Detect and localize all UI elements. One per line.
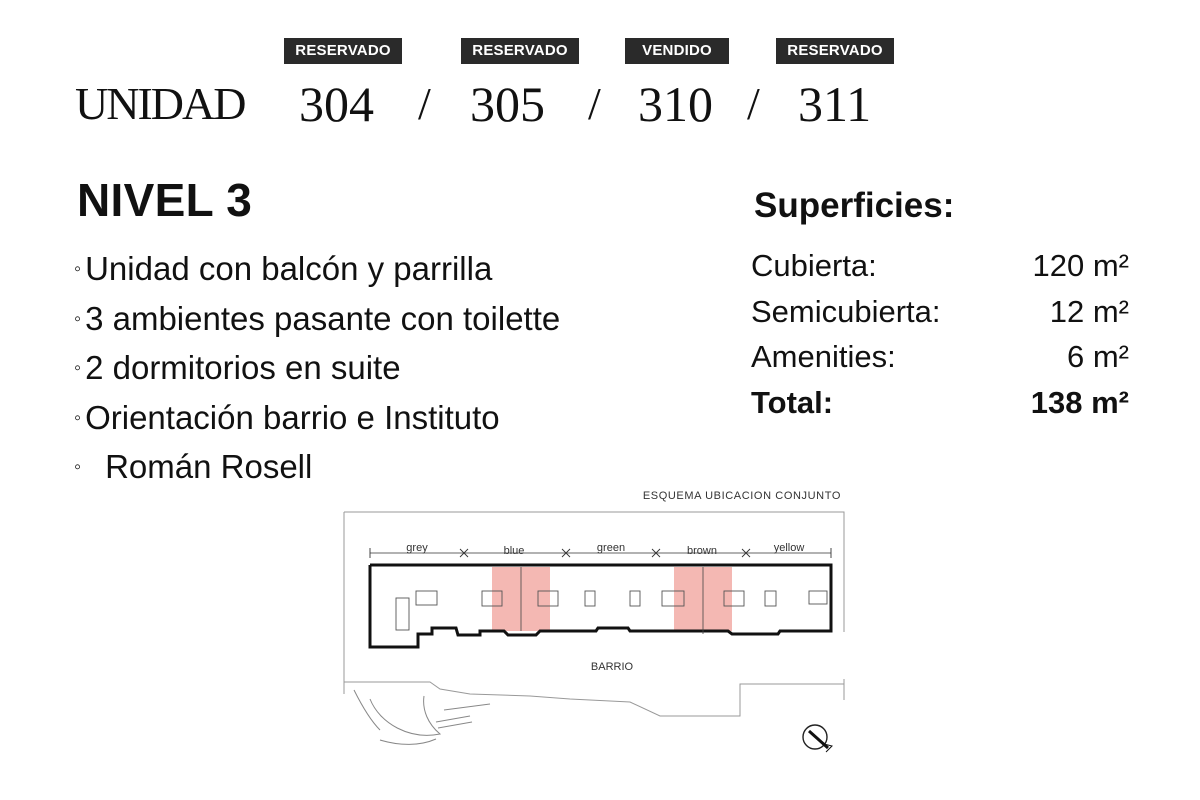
feature-item: ◦ Román Rosell xyxy=(74,448,313,485)
section-label-green: green xyxy=(596,542,626,554)
surface-label: Amenities: xyxy=(751,339,896,374)
feature-item: ◦ Orientación barrio e Instituto xyxy=(74,398,500,436)
plan-title: ESQUEMA UBICACION CONJUNTO xyxy=(642,490,841,502)
section-label-yellow: yellow xyxy=(773,542,805,554)
surface-row-total xyxy=(751,380,1129,426)
status-badge-311: RESERVADO xyxy=(776,38,894,64)
feature-item: ◦ 2 dormitorios en suite xyxy=(74,349,401,386)
status-badge-305: RESERVADO xyxy=(461,38,579,64)
bullet-icon: ◦ xyxy=(74,357,82,379)
unit-number-304: 304 xyxy=(299,76,374,132)
site-plan xyxy=(340,484,850,764)
surface-label: Semicubierta: xyxy=(751,293,941,329)
street-label: BARRIO xyxy=(590,661,634,673)
unit-separator: / xyxy=(418,78,431,129)
surface-value: 6 m² xyxy=(1067,339,1129,374)
unit-number-305: 305 xyxy=(470,76,545,132)
status-badge-310: VENDIDO xyxy=(625,38,729,64)
surface-row-semicubierta xyxy=(751,289,1129,335)
surface-label: Cubierta: xyxy=(751,248,877,283)
bullet-icon: ◦ xyxy=(74,258,82,280)
bullet-icon: ◦ xyxy=(74,406,82,429)
site-outline xyxy=(344,512,844,632)
unit-separator: / xyxy=(747,78,760,129)
curb-detail xyxy=(370,696,440,735)
feature-item: ◦ 3 ambientes pasante con toilette xyxy=(74,299,561,337)
surface-label: Total: xyxy=(751,384,834,420)
surface-value: 138 m² xyxy=(1030,384,1129,420)
street-outline xyxy=(344,682,844,716)
bullet-icon: ◦ xyxy=(74,456,82,478)
level-heading: NIVEL 3 xyxy=(77,174,253,226)
building-outline xyxy=(370,565,831,647)
section-label-brown: brown xyxy=(687,545,717,557)
curb-detail xyxy=(444,704,490,710)
surface-row-amenities xyxy=(751,334,1129,380)
status-badge-304: RESERVADO xyxy=(284,38,402,64)
surface-value: 120 m² xyxy=(1032,248,1129,283)
unit-separator: / xyxy=(588,78,601,129)
feature-item: ◦ Unidad con balcón y parrilla xyxy=(74,250,493,287)
surface-row-cubierta xyxy=(751,243,1129,289)
section-label-blue: blue xyxy=(503,545,525,557)
surface-value: 12 m² xyxy=(1049,293,1129,329)
curb-detail xyxy=(380,739,436,744)
section-label-grey: grey xyxy=(406,542,428,554)
interior-cores xyxy=(396,591,827,630)
surfaces-table xyxy=(751,243,1129,425)
unit-number-311: 311 xyxy=(798,76,872,132)
curb-detail xyxy=(438,722,472,728)
unit-number-310: 310 xyxy=(638,76,713,132)
curb-detail xyxy=(436,716,470,722)
bullet-icon: ◦ xyxy=(74,307,82,330)
features-list xyxy=(74,244,560,492)
north-compass-icon xyxy=(803,725,832,752)
surfaces-title: Superficies: xyxy=(754,186,955,225)
unit-title-word: UNIDAD xyxy=(75,78,245,129)
